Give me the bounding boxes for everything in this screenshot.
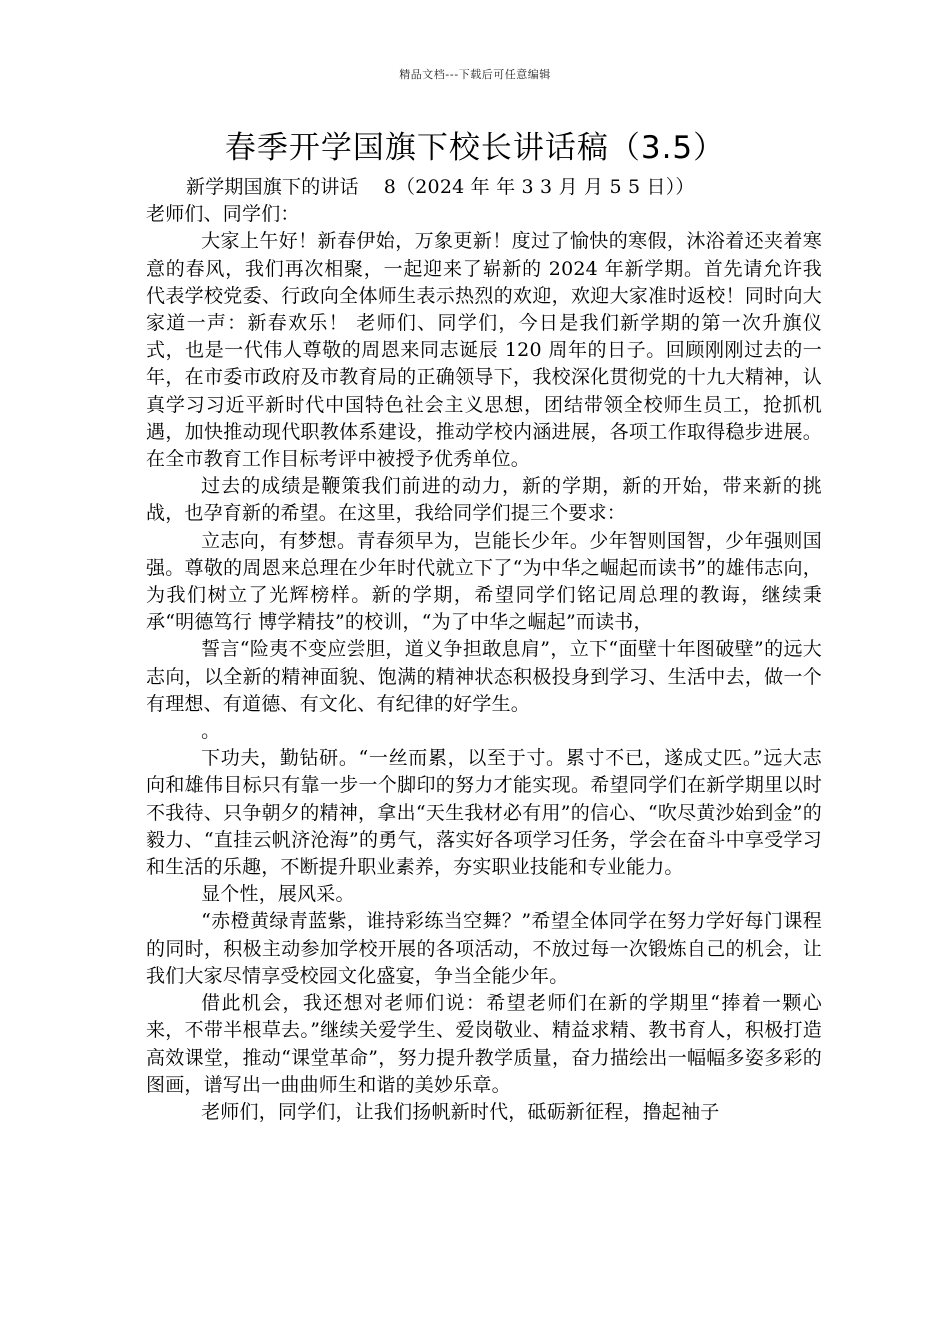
paragraph-oath: 誓言“险夷不变应尝胆，道义争担敢息肩”，立下“面壁十年图破壁”的远大志向，以全新的精神面貌、饱满的精神状态积极投身到学习、生活中去，做一个有理想、有道德、有文化、有纪律的好学生。 [146, 638, 822, 715]
paragraph-stray-period: 。 [201, 720, 221, 743]
speech-subtitle: 新学期国旗下的讲话 8（2024 年 年 3 3 月 月 5 5 日）） [186, 176, 695, 198]
paragraph-activities: “赤橙黄绿青蓝紫，谁持彩练当空舞？”希望全体同学在努力学好每门课程的同时，积极主动参加学校开展的各项活动，不放过每一次锻炼自己的机会，让我们大家尽情享受校园文化盛宴，争当全能少年。 [146, 910, 822, 987]
document-body [146, 174, 822, 1126]
paragraph-requirements-intro: 过去的成绩是鞭策我们前进的动力，新的学期，新的开始，带来新的挑战，也孕育新的希望。在这里，我给同学们提三个要求： [146, 475, 822, 525]
paragraph-personality-heading: 显个性，展风采。 [201, 883, 355, 906]
paragraph-closing: 老师们，同学们，让我们扬帆新时代，砥砺新征程，撸起袖子 [201, 1100, 720, 1123]
paragraph-opening: 大家上午好！新春伊始，万象更新！度过了愉快的寒假，沐浴着还夹着寒意的春风，我们再次相聚，一起迎来了崭新的 2024 年新学期。首先请允许我代表学校党委、行政向全体师生表示热烈的欢迎，欢迎大家准时返校！同时向大家道一声：新春欢乐！ 老师们、同学们，今日是我们新学期的第一次升旗仪式，也是一代伟人尊敬的周恩来同志诞辰 120 周年的日子。回顾刚刚过去的一年，在市委市政府及市教育局的正确领导下，我校深化贯彻党的十九大精神，认真学习习近平新时代中国特色社会主义思想，团结带领全校师生员工，抢抓机遇，加快推动现代职教体系建设，推动学校内涵进展，各项工作取得稳步进展。在全市教育工作目标考评中被授予优秀单位。 [146, 230, 822, 471]
paragraph-diligence: 下功夫，勤钻研。“一丝而累，以至于寸。累寸不已，遂成丈匹。”远大志向和雄伟目标只有靠一步一个脚印的努力才能实现。希望同学们在新学期里以时不我待、只争朝夕的精神，拿出“天生我材必有用”的信心、“吹尽黄沙始到金”的毅力、“直挂云帆济沧海”的勇气，落实好各项学习任务，学会在奋斗中享受学习和生活的乐趣，不断提升职业素养，夯实职业技能和专业能力。 [146, 747, 822, 879]
paragraph-aspiration: 立志向，有梦想。青春须早为，岂能长少年。少年智则国智，少年强则国强。尊敬的周恩来总理在少年时代就立下了“为中华之崛起而读书”的雄伟志向，为我们树立了光辉榜样。新的学期，希望同学们铭记周总理的教诲，继续秉承“明德笃行 博学精技”的校训，“为了中华之崛起”而读书， [146, 529, 822, 634]
document-title: 春季开学国旗下校长讲话稿（3.5） [224, 130, 726, 166]
greeting: 老师们、同学们： [146, 203, 300, 226]
header-note: 精品文档---下载后可任意编辑 [399, 68, 551, 81]
paragraph-teachers: 借此机会，我还想对老师们说：希望老师们在新的学期里“捧着一颗心来，不带半根草去。”继续关爱学生、爱岗敬业、精益求精、教书育人，积极打造高效课堂，推动“课堂革命”，努力提升教学质量，奋力描绘出一幅幅多姿多彩的图画，谱写出一曲曲师生和谐的美妙乐章。 [146, 992, 822, 1096]
